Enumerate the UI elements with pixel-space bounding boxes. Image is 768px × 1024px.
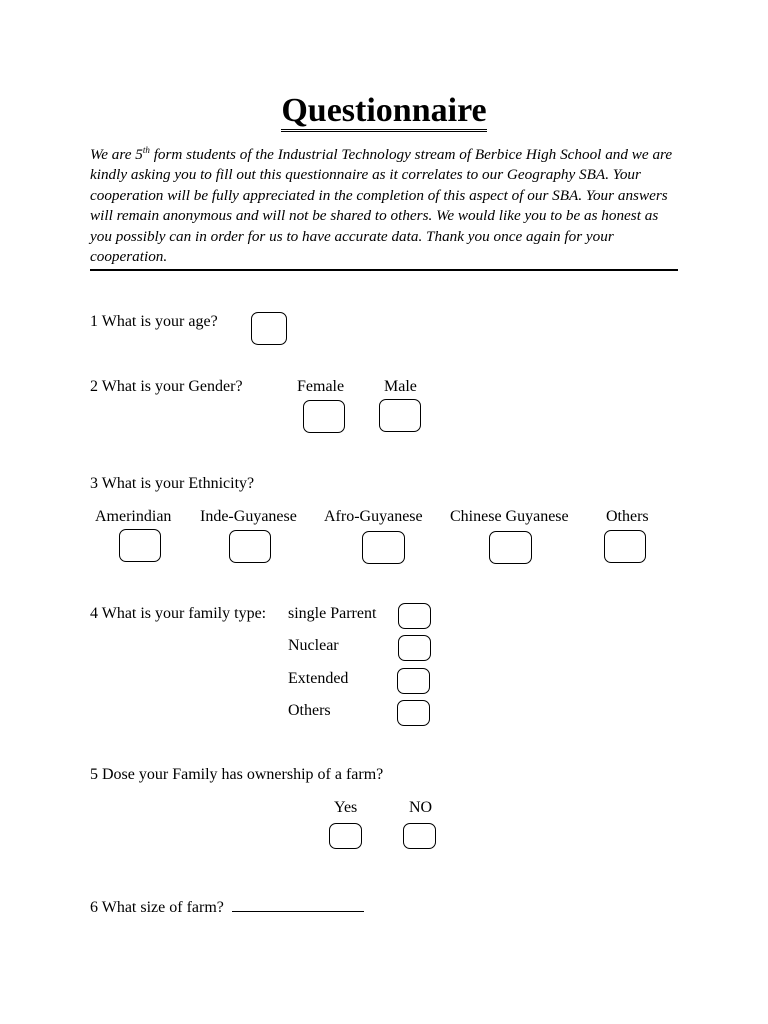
question-2-label: 2 What is your Gender? — [90, 378, 243, 395]
ethnicity-option-inde-guyanese-label: Inde-Guyanese — [200, 508, 297, 525]
gender-option-male-label: Male — [384, 378, 417, 395]
question-6-label: 6 What size of farm? — [90, 899, 224, 916]
intro-divider — [90, 269, 678, 271]
farm-option-no-label: NO — [409, 799, 433, 816]
ethnicity-inde-guyanese-checkbox[interactable] — [229, 530, 271, 563]
gender-male-checkbox[interactable] — [379, 399, 421, 432]
ethnicity-others-checkbox[interactable] — [604, 530, 646, 563]
gender-female-checkbox[interactable] — [303, 400, 345, 433]
question-5-label: 5 Dose your Family has ownership of a farm? — [90, 766, 384, 783]
family-others-checkbox[interactable] — [397, 700, 430, 726]
intro-paragraph — [90, 145, 678, 267]
question-6 — [90, 897, 364, 917]
farm-size-answer-line[interactable] — [232, 897, 364, 912]
family-extended-checkbox[interactable] — [397, 668, 430, 694]
family-nuclear-checkbox[interactable] — [398, 635, 431, 661]
family-option-extended-label: Extended — [288, 670, 349, 687]
page-title-text: Questionnaire — [281, 93, 486, 132]
family-option-nuclear-label: Nuclear — [288, 637, 339, 654]
question-3-label: 3 What is your Ethnicity? — [90, 475, 255, 492]
farm-option-yes-label: Yes — [334, 799, 358, 816]
farm-no-checkbox[interactable] — [403, 823, 436, 849]
page-title — [0, 92, 768, 132]
family-single-parent-checkbox[interactable] — [398, 603, 431, 629]
ethnicity-option-amerindian-label: Amerindian — [95, 508, 172, 525]
ethnicity-amerindian-checkbox[interactable] — [119, 529, 161, 562]
ethnicity-afro-guyanese-checkbox[interactable] — [362, 531, 405, 564]
family-option-others-label: Others — [288, 702, 331, 719]
intro-superscript: th — [142, 144, 150, 155]
intro-text-start: We are 5 — [90, 146, 143, 163]
ethnicity-option-others-label: Others — [606, 508, 649, 525]
ethnicity-option-afro-guyanese-label: Afro-Guyanese — [324, 508, 423, 525]
question-1-label: 1 What is your age? — [90, 313, 218, 330]
ethnicity-chinese-guyanese-checkbox[interactable] — [489, 531, 532, 564]
ethnicity-option-chinese-guyanese-label: Chinese Guyanese — [450, 508, 569, 525]
family-option-single-parent-label: single Parrent — [288, 605, 377, 622]
farm-yes-checkbox[interactable] — [329, 823, 362, 849]
intro-text-rest: form students of the Industrial Technology stream of Berbice High School and we are kindly asking you to fill out this questionnaire as it correlates to our Geography SBA. Your cooperation will be fully appreciated in the completion of this aspect of our SBA. Your answers will remain anonymous and will not be shared to others. We would like you to be as honest as you possibly can in order for us to have accurate data. Thank you once again for your cooperation. — [90, 146, 673, 266]
question-4-label: 4 What is your family type: — [90, 605, 267, 622]
age-checkbox[interactable] — [251, 312, 287, 345]
gender-option-female-label: Female — [297, 378, 345, 395]
